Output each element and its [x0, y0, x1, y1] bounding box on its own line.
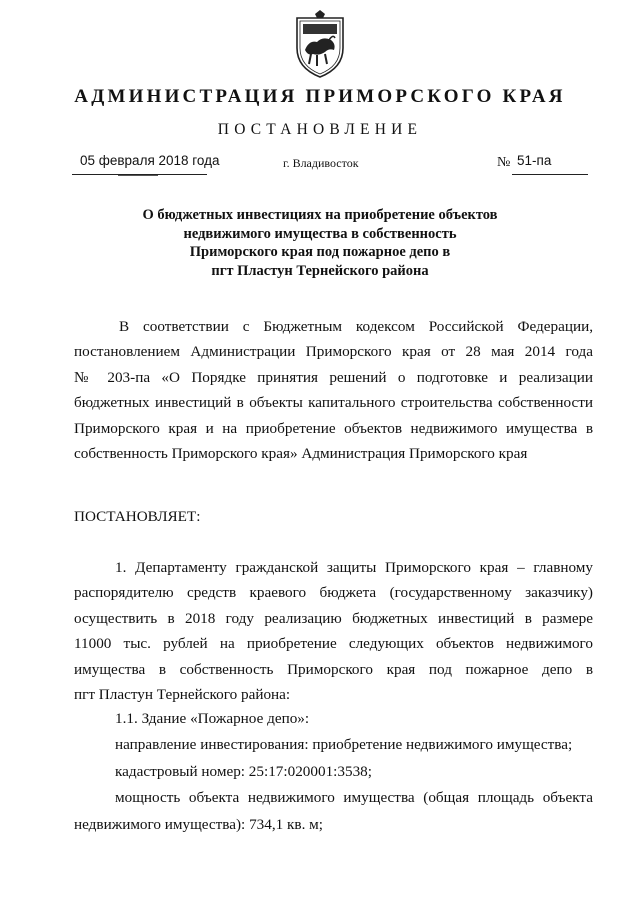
document-meta-line — [0, 153, 640, 179]
preamble-line: В соответствии с Бюджетным кодексом Российской Федерации, — [119, 318, 593, 335]
item-capacity-line: мощность объекта недвижимого имущества (общая площадь объекта — [115, 789, 593, 806]
preamble-line: постановлением Администрации Приморского края от 28 мая 2014 года — [74, 343, 593, 361]
clause-line: распорядителю средств краевого бюджета (государственному заказчику) — [74, 584, 593, 602]
coat-of-arms-icon — [289, 10, 351, 80]
item-building: 1.1. Здание «Пожарное депо»: — [115, 710, 310, 727]
subject-line: недвижимого имущества в собственность — [183, 225, 457, 242]
clause-line: осуществить в 2018 году реализацию бюджетных инвестиций в размере — [74, 609, 593, 627]
preamble-line: собственность Приморского края» Администрация Приморского края — [74, 444, 528, 462]
organization-title: АДМИНИСТРАЦИЯ ПРИМОРСКОГО КРАЯ — [74, 86, 566, 107]
preamble-paragraph — [74, 314, 593, 466]
subject-line: О бюджетных инвестициях на приобретение объектов — [142, 207, 498, 223]
decree-word: ПОСТАНОВЛЯЕТ: — [74, 508, 201, 525]
date-underline-short — [118, 175, 158, 176]
preamble-line: бюджетных инвестиций в объекты капитального строительства собственности — [74, 394, 593, 412]
preamble-line: Приморского края и на приобретение объектов недвижимого имущества в — [74, 419, 593, 437]
clause-line: имущества в собственность Приморского края под пожарное депо в — [74, 660, 593, 678]
clause-line: пгт Пластун Тернейского района: — [74, 685, 291, 703]
number-underline — [512, 174, 588, 175]
document-subject — [0, 206, 640, 280]
subject-line: пгт Пластун Тернейского района — [211, 262, 429, 279]
document-number: 51-па — [517, 153, 552, 168]
preamble-line: № 203-па «О Порядке принятия решений о подготовке и реализации — [74, 368, 593, 386]
document-city: г. Владивосток — [283, 156, 359, 170]
clause-1-paragraph — [74, 555, 593, 707]
subject-line: Приморского края под пожарное депо в — [189, 244, 451, 261]
document-type: ПОСТАНОВЛЕНИЕ — [217, 121, 423, 138]
item-direction: направление инвестирования: приобретение недвижимого имущества; — [115, 736, 573, 753]
number-label: № — [497, 155, 511, 170]
item-cadastral: кадастровый номер: 25:17:020001:3538; — [115, 763, 372, 780]
item-capacity-line: недвижимого имущества): 734,1 кв. м; — [74, 816, 324, 833]
clause-line: 1. Департаменту гражданской защиты Приморского края – главному — [115, 559, 593, 576]
clause-line: 11000 тыс. рублей на приобретение следующих объектов недвижимого — [74, 635, 593, 653]
document-date: 05 февраля 2018 года — [80, 153, 220, 168]
